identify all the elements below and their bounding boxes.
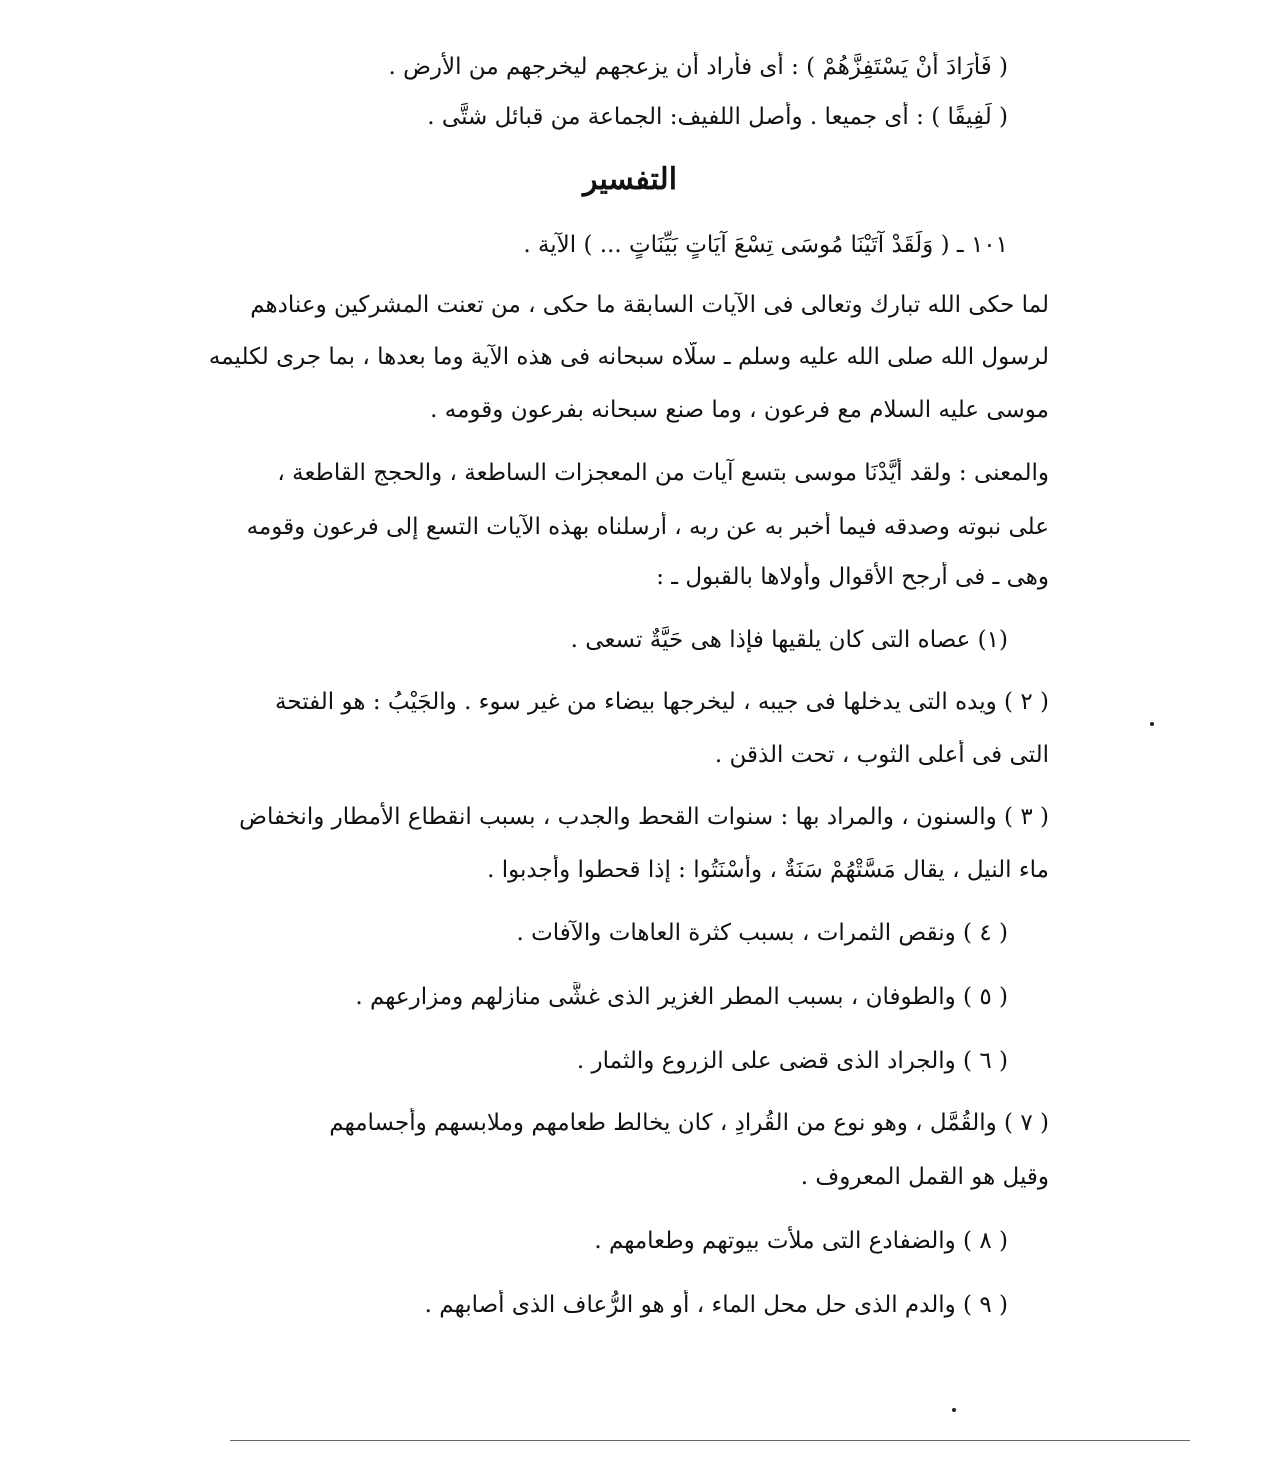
item-9-line-1: ( ٩ ) والدم الذى حل محل الماء ، أو هو الرُّعاف الذى أصابهم . <box>424 1292 1008 1318</box>
verse-line: ١٠١ ـ ( وَلَقَدْ آتَيْنَا مُوسَى تِسْعَ آيَاتٍ بَيِّنَاتٍ ... ) الآية . <box>523 232 1008 258</box>
definition-line-2: ( لَفِيفًا ) : أى جميعا . وأصل اللفيف: الجماعة من قبائل شتَّى . <box>427 104 1008 130</box>
item-3-line-1: ( ٣ ) والسنون ، والمراد بها : سنوات القحط والجدب ، بسبب انقطاع الأمطار وانخفاض <box>239 804 1049 830</box>
item-2-line-2: التى فى أعلى الثوب ، تحت الذقن . <box>714 742 1049 768</box>
meaning-line-3: وهى ـ فى أرجح الأقوال وأولاها بالقبول ـ : <box>656 564 1049 590</box>
item-4-line-1: ( ٤ ) ونقص الثمرات ، بسبب كثرة العاهات والآفات . <box>516 920 1008 946</box>
meaning-line-2: على نبوته وصدقه فيما أخبر به عن ربه ، أرسلناه بهذه الآيات التسع إلى فرعون وقومه <box>246 514 1049 540</box>
item-6-line-1: ( ٦ ) والجراد الذى قضى على الزروع والثمار . <box>576 1048 1008 1074</box>
item-7-line-2: وقيل هو القمل المعروف . <box>800 1164 1049 1190</box>
intro-line-3: موسى عليه السلام مع فرعون ، وما صنع سبحانه بفرعون وقومه . <box>430 397 1049 423</box>
item-1-line-1: (١) عصاه التى كان يلقيها فإذا هى حَيَّةٌ تسعى . <box>570 627 1008 653</box>
meaning-line-1: والمعنى : ولقد أيَّدْنَا موسى بتسع آيات من المعجزات الساطعة ، والحجج القاطعة ، <box>277 460 1049 486</box>
scan-speck <box>1150 722 1154 726</box>
intro-line-1: لما حكى الله تبارك وتعالى فى الآيات السابقة ما حكى ، من تعنت المشركين وعنادهم <box>250 292 1049 318</box>
definition-line-1: ( فَأَرَادَ أَنْ يَسْتَفِزَّهُمْ ) : أى فأراد أن يزعجهم ليخرجهم من الأرض . <box>388 54 1008 80</box>
bottom-rule <box>230 1440 1190 1441</box>
item-7-line-1: ( ٧ ) والقُمَّل ، وهو نوع من القُرادِ ، كان يخالط طعامهم وملابسهم وأجسامهم <box>329 1110 1049 1136</box>
item-2-line-1: ( ٢ ) ويده التى يدخلها فى جيبه ، ليخرجها بيضاء من غير سوء . والجَيْبُ : هو الفتحة <box>275 689 1049 715</box>
section-title: التفسير <box>582 162 678 197</box>
item-5-line-1: ( ٥ ) والطوفان ، بسبب المطر الغزير الذى غشَّى منازلهم ومزارعهم . <box>355 984 1008 1010</box>
item-8-line-1: ( ٨ ) والضفادع التى ملأت بيوتهم وطعامهم . <box>594 1228 1008 1254</box>
scan-speck <box>952 1408 956 1412</box>
item-3-line-2: ماء النيل ، يقال مَسَّتْهُمْ سَنَةٌ ، وأَسْنَتُوا : إذا قحطوا وأجدبوا . <box>487 857 1049 883</box>
intro-line-2: لرسول الله صلى الله عليه وسلم ـ سلَّاه سبحانه فى هذه الآية وما بعدها ، بما جرى لكليمه <box>208 344 1049 370</box>
